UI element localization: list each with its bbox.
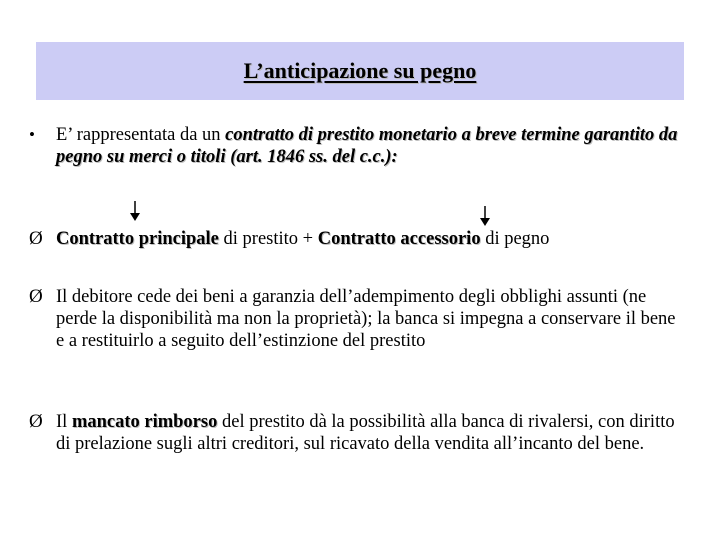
down-arrow-icon (128, 200, 142, 222)
arrow-bullet-marker: Ø (29, 411, 43, 432)
definition-paragraph (56, 124, 696, 168)
contract-principal: Contratto principale (56, 229, 219, 249)
definition-lead: E’ rappresentata da un (56, 125, 226, 145)
default-paragraph (56, 411, 686, 455)
arrow-bullet-marker: Ø (29, 228, 43, 249)
contracts-text-2: di pegno (480, 229, 550, 249)
slide-title: L’anticipazione su pegno (243, 58, 477, 83)
contract-accessory: Contratto accessorio (317, 229, 481, 249)
default-emphasis: mancato rimborso (71, 412, 218, 432)
title-box (36, 42, 684, 100)
definition-emphasis: contratto di prestito monetario a breve termine garantito da pegno su merci o titoli (art. 1846 ss. del c.c.): (56, 125, 678, 167)
contracts-text-1: di prestito + (218, 229, 318, 249)
debtor-paragraph: Il debitore cede dei beni a garanzia dell’adempimento degli obblighi assunti (ne perde la disponibilità ma non la proprietà); la banca si impegna a conservare il bene e a restituirlo a seguito dell’estinzione del prestito (56, 287, 676, 351)
bullet-marker: • (29, 125, 35, 144)
default-lead: Il (56, 412, 72, 432)
down-arrow-icon (478, 205, 492, 227)
contracts-line (56, 228, 716, 250)
arrow-bullet-marker: Ø (29, 286, 43, 307)
default-rest: del prestito dà la possibilità alla banca di rivalersi, con diritto di prelazione sugli altri creditori, sul ricavato della vendita all’incanto del bene. (56, 412, 675, 454)
